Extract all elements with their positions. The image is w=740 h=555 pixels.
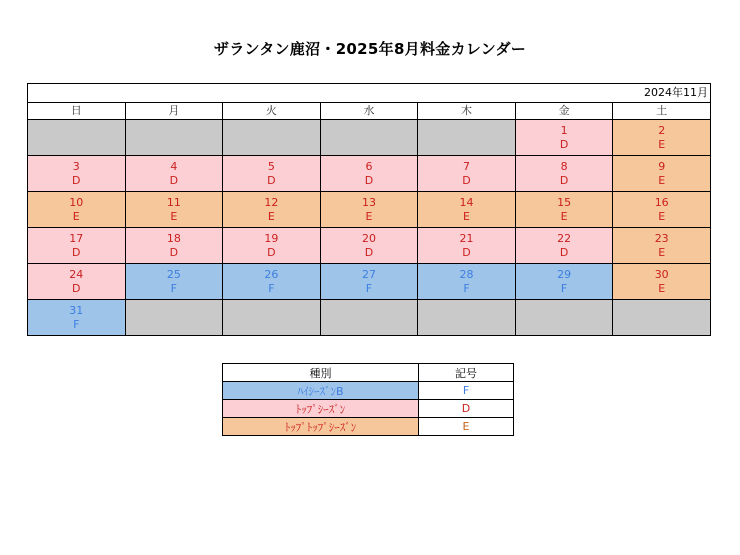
calendar-day-cell — [223, 156, 321, 192]
calendar-week-row — [28, 156, 711, 192]
weekday-header — [28, 103, 711, 120]
price-code: E — [72, 209, 80, 223]
calendar-weeks — [28, 120, 711, 336]
calendar-empty-cell — [125, 120, 223, 156]
calendar-day-cell — [418, 228, 516, 264]
calendar-empty-cell — [223, 120, 321, 156]
price-code: D — [462, 245, 471, 259]
price-code: D — [267, 173, 276, 187]
day-number: 10 — [69, 195, 84, 209]
weekday-thu: 木 — [418, 103, 516, 120]
day-number: 27 — [361, 267, 376, 281]
weekday-wed: 水 — [320, 103, 418, 120]
day-number: 26 — [264, 267, 279, 281]
legend-symbol-D: D — [419, 400, 514, 418]
calendar-empty-cell — [515, 300, 613, 336]
day-number: 5 — [267, 159, 275, 173]
calendar-day-cell — [613, 156, 711, 192]
day-number: 24 — [69, 267, 84, 281]
price-code: D — [72, 173, 81, 187]
day-number: 9 — [658, 159, 666, 173]
weekday-sun: 日 — [28, 103, 126, 120]
calendar-day-cell — [613, 192, 711, 228]
calendar-day-cell — [28, 300, 126, 336]
day-number: 31 — [69, 303, 84, 317]
price-code: E — [658, 245, 666, 259]
legend-name-D: ﾄｯﾌﾟｼｰｽﾞﾝ — [223, 400, 419, 418]
legend-row-D — [223, 400, 514, 418]
day-number: 16 — [654, 195, 669, 209]
price-code: F — [365, 281, 373, 295]
calendar-day-cell — [320, 228, 418, 264]
price-code: E — [658, 137, 666, 151]
price-code: F — [560, 281, 568, 295]
legend-row-F — [223, 382, 514, 400]
day-number: 30 — [654, 267, 669, 281]
day-number: 20 — [361, 231, 376, 245]
price-code: F — [463, 281, 470, 295]
price-code: D — [72, 245, 81, 259]
weekday-mon: 月 — [125, 103, 223, 120]
calendar-day-cell — [320, 264, 418, 300]
day-number: 23 — [654, 231, 669, 245]
day-number: 8 — [560, 159, 568, 173]
price-code: E — [658, 173, 666, 187]
day-number: 2 — [658, 123, 666, 137]
day-number: 12 — [264, 195, 279, 209]
calendar-period: 2024年11月 — [28, 84, 711, 103]
day-number: 17 — [69, 231, 84, 245]
calendar-day-cell — [223, 192, 321, 228]
price-calendar — [27, 83, 711, 336]
calendar-day-cell — [613, 120, 711, 156]
calendar-day-cell — [320, 156, 418, 192]
day-number: 18 — [166, 231, 181, 245]
calendar-week-row — [28, 228, 711, 264]
weekday-tue: 火 — [223, 103, 321, 120]
legend-table — [222, 363, 514, 436]
calendar-day-cell — [125, 192, 223, 228]
calendar-day-cell — [515, 156, 613, 192]
price-code: D — [559, 173, 569, 187]
price-code: E — [463, 209, 470, 223]
calendar-day-cell — [223, 264, 321, 300]
price-code: E — [658, 209, 666, 223]
calendar-day-cell — [28, 264, 126, 300]
day-number: 14 — [459, 195, 474, 209]
legend-header-type: 種別 — [223, 364, 419, 382]
calendar-day-cell — [515, 192, 613, 228]
calendar-day-cell — [515, 228, 613, 264]
calendar-empty-cell — [28, 120, 126, 156]
calendar-day-cell — [515, 264, 613, 300]
calendar-day-cell — [125, 264, 223, 300]
calendar-empty-cell — [320, 120, 418, 156]
calendar-empty-cell — [223, 300, 321, 336]
page-title: ザランタン鹿沼・2025年8月料金カレンダー — [213, 40, 527, 58]
calendar-day-cell — [418, 264, 516, 300]
weekday-fri: 金 — [515, 103, 613, 120]
calendar-empty-cell — [320, 300, 418, 336]
calendar-week-row — [28, 120, 711, 156]
calendar-day-cell — [613, 264, 711, 300]
day-number: 13 — [361, 195, 376, 209]
price-code: E — [267, 209, 275, 223]
price-code: F — [170, 281, 177, 295]
calendar-day-cell — [223, 228, 321, 264]
day-number: 28 — [459, 267, 474, 281]
day-number: 15 — [557, 195, 572, 209]
day-number: 6 — [365, 159, 373, 173]
price-code: D — [169, 245, 179, 259]
calendar-week-row — [28, 192, 711, 228]
price-code: F — [73, 317, 80, 331]
calendar-week-row — [28, 300, 711, 336]
calendar-empty-cell — [418, 300, 516, 336]
price-code: E — [560, 209, 568, 223]
calendar-day-cell — [125, 228, 223, 264]
calendar-day-cell — [613, 228, 711, 264]
price-code: E — [365, 209, 373, 223]
price-code: D — [462, 173, 471, 187]
day-number: 3 — [72, 159, 80, 173]
day-number: 19 — [264, 231, 279, 245]
price-code: D — [559, 137, 569, 151]
calendar-day-cell — [125, 156, 223, 192]
price-code: D — [364, 173, 374, 187]
day-number: 4 — [170, 159, 178, 173]
day-number: 29 — [557, 267, 572, 281]
weekday-sat: 土 — [613, 103, 711, 120]
calendar-day-cell — [320, 192, 418, 228]
calendar-day-cell — [515, 120, 613, 156]
legend-header-symbol: 記号 — [419, 364, 514, 382]
price-code: D — [559, 245, 569, 259]
legend-name-F: ﾊｲｼｰｽﾞﾝB — [223, 382, 419, 400]
day-number: 7 — [463, 159, 471, 173]
day-number: 25 — [166, 267, 181, 281]
calendar-week-row — [28, 264, 711, 300]
calendar-day-cell — [28, 192, 126, 228]
calendar-empty-cell — [418, 120, 516, 156]
calendar-day-cell — [28, 228, 126, 264]
price-code: D — [72, 281, 81, 295]
price-code: F — [268, 281, 275, 295]
legend-name-E: ﾄｯﾌﾟﾄｯﾌﾟｼｰｽﾞﾝ — [223, 418, 419, 436]
calendar-day-cell — [28, 156, 126, 192]
price-code: D — [267, 245, 276, 259]
legend-row-E — [223, 418, 514, 436]
price-code: D — [169, 173, 179, 187]
calendar-empty-cell — [613, 300, 711, 336]
price-code: E — [170, 209, 178, 223]
day-number: 21 — [459, 231, 474, 245]
legend-symbol-F: F — [419, 382, 514, 400]
calendar-day-cell — [418, 192, 516, 228]
legend-symbol-E: E — [419, 418, 514, 436]
price-code: D — [364, 245, 374, 259]
day-number: 22 — [557, 231, 572, 245]
calendar-empty-cell — [125, 300, 223, 336]
legend-header — [223, 364, 514, 382]
day-number: 1 — [560, 123, 568, 137]
calendar-day-cell — [418, 156, 516, 192]
day-number: 11 — [166, 195, 181, 209]
price-code: E — [658, 281, 666, 295]
